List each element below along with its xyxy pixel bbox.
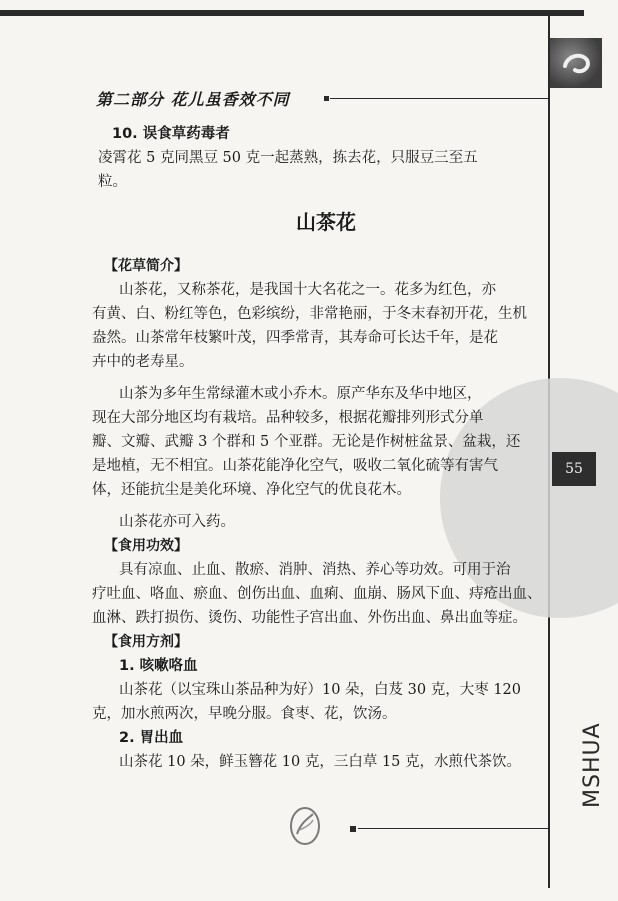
paragraph-line: 是地植，无不相宜。山茶花能净化空气，吸收二氧化硫等有害气 bbox=[92, 458, 498, 474]
footer-line bbox=[358, 828, 548, 829]
paragraph-line: 体，还能抗尘是美化环境、净化空气的优良花木。 bbox=[92, 482, 411, 498]
watermark: MSHUA bbox=[580, 722, 605, 808]
footer-dot bbox=[350, 826, 356, 832]
paragraph-line: 山茶花 10 朵，鲜玉簪花 10 克，三白草 15 克，水煎代茶饮。 bbox=[119, 754, 522, 770]
section-label-intro: 【花草简介】 bbox=[104, 258, 188, 274]
section-header: 第二部分 花儿虽香效不同 bbox=[96, 90, 290, 109]
paragraph-line: 血淋、跌打损伤、烫伤、功能性子宫出血、外伤出血、鼻出血等症。 bbox=[92, 610, 527, 626]
intro-line: 粒。 bbox=[98, 174, 127, 190]
intro-line: 凌霄花 5 克同黑豆 50 克一起蒸熟，拣去花，只服豆三至五 bbox=[98, 150, 478, 166]
paragraph-line: 现在大部分地区均有栽培。品种较多，根据花瓣排列形式分单 bbox=[92, 410, 484, 426]
corner-badge bbox=[550, 38, 602, 88]
section-label-effect: 【食用功效】 bbox=[104, 538, 188, 554]
paragraph-line: 山茶花亦可入药。 bbox=[119, 514, 235, 530]
header-line bbox=[330, 98, 548, 99]
page-number: 55 bbox=[552, 452, 596, 486]
paragraph-line: 具有凉血、止血、散瘀、消肿、消热、养心等功效。可用于治 bbox=[119, 562, 511, 578]
intro-heading: 10. 误食草药毒者 bbox=[112, 126, 230, 142]
paragraph-line: 盎然。山茶常年枝繁叶茂，四季常青，其寿命可长达千年，是花 bbox=[92, 330, 498, 346]
swirl-icon bbox=[559, 46, 593, 80]
paragraph-line: 山茶为多年生常绿灌木或小乔木。原产华东及华中地区， bbox=[119, 386, 482, 402]
paragraph-line: 卉中的老寿星。 bbox=[92, 354, 194, 370]
paragraph-line: 有黄、白、粉红等色，色彩缤纷，非常艳丽，于冬末春初开花，生机 bbox=[92, 306, 527, 322]
paragraph-line: 克，加水煎两次，早晚分服。食枣、花，饮汤。 bbox=[92, 706, 397, 722]
section-label-recipe: 【食用方剂】 bbox=[104, 634, 188, 650]
article-title: 山茶花 bbox=[296, 210, 356, 234]
paragraph-line: 疗吐血、咯血、瘀血、创伤出血、血痢、血崩、肠风下血、痔疮出血、 bbox=[92, 586, 542, 602]
paragraph-line: 山茶花（以宝珠山茶品种为好）10 朵，白芨 30 克，大枣 120 bbox=[119, 682, 522, 698]
leaf-emblem-icon bbox=[283, 804, 327, 848]
recipe-title: 2. 胃出血 bbox=[119, 730, 184, 746]
header-dot bbox=[324, 96, 329, 101]
paragraph-line: 瓣、文瓣、武瓣 3 个群和 5 个亚群。无论是作树桩盆景、盆栽，还 bbox=[92, 434, 521, 450]
page-content bbox=[92, 122, 546, 774]
paragraph-line: 山茶花，又称茶花，是我国十大名花之一。花多为红色，亦 bbox=[119, 282, 496, 298]
top-rule bbox=[0, 10, 584, 16]
recipe-title: 1. 咳嗽咯血 bbox=[119, 658, 198, 674]
